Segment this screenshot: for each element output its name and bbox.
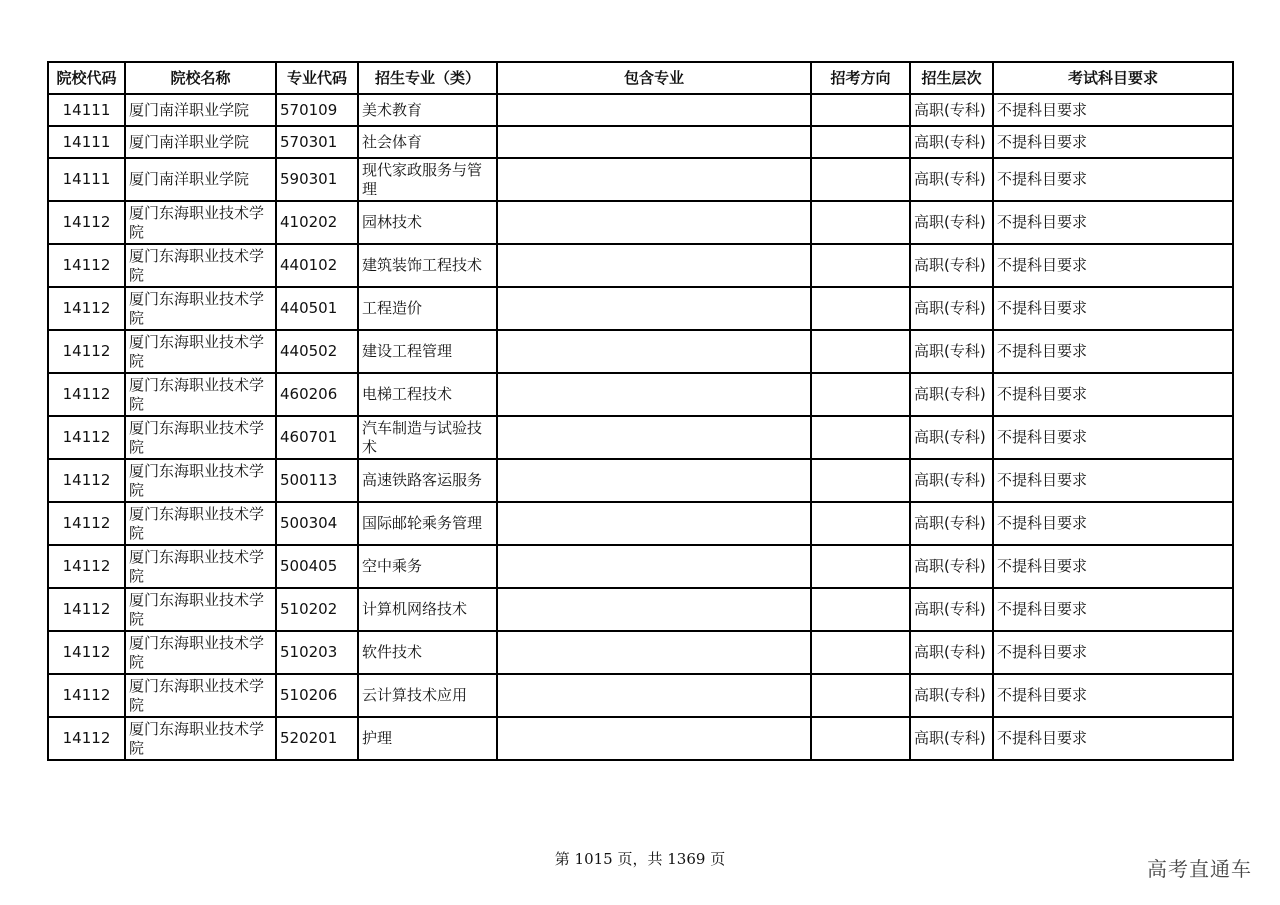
school-code-cell: 14112 xyxy=(48,373,125,416)
school-code-cell: 14111 xyxy=(48,158,125,201)
school-name-cell: 厦门东海职业技术学院 xyxy=(125,373,276,416)
major-code-cell: 500405 xyxy=(276,545,358,588)
table-row xyxy=(48,126,1233,158)
major-code-cell: 510206 xyxy=(276,674,358,717)
school-code-cell: 14112 xyxy=(48,717,125,760)
level-cell: 高职(专科) xyxy=(910,126,993,158)
included-majors-cell xyxy=(497,244,811,287)
table-row xyxy=(48,717,1233,760)
included-majors-cell xyxy=(497,330,811,373)
admissions-table xyxy=(47,61,1234,761)
direction-cell xyxy=(811,244,910,287)
included-majors-cell xyxy=(497,158,811,201)
major-code-cell: 520201 xyxy=(276,717,358,760)
school-name-cell: 厦门东海职业技术学院 xyxy=(125,287,276,330)
major-code-cell: 500304 xyxy=(276,502,358,545)
direction-cell xyxy=(811,717,910,760)
major-code-cell: 440102 xyxy=(276,244,358,287)
major-name-cell: 建设工程管理 xyxy=(358,330,497,373)
table-row xyxy=(48,545,1233,588)
school-code-cell: 14112 xyxy=(48,244,125,287)
level-cell: 高职(专科) xyxy=(910,330,993,373)
major-name-cell: 空中乘务 xyxy=(358,545,497,588)
subject-requirement-cell: 不提科目要求 xyxy=(993,287,1233,330)
header-row xyxy=(48,62,1233,94)
column-header: 院校名称 xyxy=(125,62,276,94)
major-name-cell: 汽车制造与试验技术 xyxy=(358,416,497,459)
included-majors-cell xyxy=(497,588,811,631)
included-majors-cell xyxy=(497,459,811,502)
major-name-cell: 软件技术 xyxy=(358,631,497,674)
included-majors-cell xyxy=(497,201,811,244)
major-name-cell: 社会体育 xyxy=(358,126,497,158)
subject-requirement-cell: 不提科目要求 xyxy=(993,244,1233,287)
major-code-cell: 510203 xyxy=(276,631,358,674)
school-code-cell: 14112 xyxy=(48,201,125,244)
table-row xyxy=(48,588,1233,631)
school-name-cell: 厦门东海职业技术学院 xyxy=(125,631,276,674)
school-name-cell: 厦门东海职业技术学院 xyxy=(125,588,276,631)
subject-requirement-cell: 不提科目要求 xyxy=(993,674,1233,717)
major-code-cell: 570109 xyxy=(276,94,358,126)
school-code-cell: 14112 xyxy=(48,674,125,717)
level-cell: 高职(专科) xyxy=(910,201,993,244)
school-name-cell: 厦门东海职业技术学院 xyxy=(125,545,276,588)
major-code-cell: 500113 xyxy=(276,459,358,502)
major-code-cell: 410202 xyxy=(276,201,358,244)
school-name-cell: 厦门东海职业技术学院 xyxy=(125,416,276,459)
school-code-cell: 14112 xyxy=(48,459,125,502)
subject-requirement-cell: 不提科目要求 xyxy=(993,373,1233,416)
subject-requirement-cell: 不提科目要求 xyxy=(993,94,1233,126)
direction-cell xyxy=(811,502,910,545)
major-code-cell: 570301 xyxy=(276,126,358,158)
school-name-cell: 厦门东海职业技术学院 xyxy=(125,717,276,760)
table-row xyxy=(48,201,1233,244)
subject-requirement-cell: 不提科目要求 xyxy=(993,126,1233,158)
major-code-cell: 440501 xyxy=(276,287,358,330)
level-cell: 高职(专科) xyxy=(910,588,993,631)
direction-cell xyxy=(811,631,910,674)
included-majors-cell xyxy=(497,416,811,459)
subject-requirement-cell: 不提科目要求 xyxy=(993,330,1233,373)
column-header: 包含专业 xyxy=(497,62,811,94)
table-row xyxy=(48,674,1233,717)
school-code-cell: 14112 xyxy=(48,502,125,545)
direction-cell xyxy=(811,674,910,717)
table-row xyxy=(48,373,1233,416)
school-name-cell: 厦门东海职业技术学院 xyxy=(125,244,276,287)
level-cell: 高职(专科) xyxy=(910,287,993,330)
table-row xyxy=(48,459,1233,502)
school-name-cell: 厦门东海职业技术学院 xyxy=(125,674,276,717)
subject-requirement-cell: 不提科目要求 xyxy=(993,416,1233,459)
school-name-cell: 厦门东海职业技术学院 xyxy=(125,459,276,502)
subject-requirement-cell: 不提科目要求 xyxy=(993,459,1233,502)
level-cell: 高职(专科) xyxy=(910,459,993,502)
level-cell: 高职(专科) xyxy=(910,94,993,126)
subject-requirement-cell: 不提科目要求 xyxy=(993,502,1233,545)
included-majors-cell xyxy=(497,94,811,126)
major-name-cell: 电梯工程技术 xyxy=(358,373,497,416)
table-row xyxy=(48,158,1233,201)
school-name-cell: 厦门南洋职业学院 xyxy=(125,94,276,126)
table-row xyxy=(48,287,1233,330)
major-name-cell: 园林技术 xyxy=(358,201,497,244)
school-code-cell: 14112 xyxy=(48,545,125,588)
table-row xyxy=(48,244,1233,287)
school-name-cell: 厦门南洋职业学院 xyxy=(125,126,276,158)
column-header: 招生专业（类） xyxy=(358,62,497,94)
major-name-cell: 美术教育 xyxy=(358,94,497,126)
table-row xyxy=(48,631,1233,674)
school-name-cell: 厦门东海职业技术学院 xyxy=(125,330,276,373)
column-header: 招生层次 xyxy=(910,62,993,94)
major-name-cell: 护理 xyxy=(358,717,497,760)
school-code-cell: 14112 xyxy=(48,287,125,330)
major-name-cell: 建筑装饰工程技术 xyxy=(358,244,497,287)
direction-cell xyxy=(811,373,910,416)
level-cell: 高职(专科) xyxy=(910,373,993,416)
major-code-cell: 460206 xyxy=(276,373,358,416)
major-name-cell: 现代家政服务与管理 xyxy=(358,158,497,201)
school-code-cell: 14111 xyxy=(48,126,125,158)
subject-requirement-cell: 不提科目要求 xyxy=(993,201,1233,244)
direction-cell xyxy=(811,94,910,126)
direction-cell xyxy=(811,201,910,244)
watermark-logo: 高考直通车 xyxy=(1147,857,1252,881)
school-code-cell: 14112 xyxy=(48,330,125,373)
included-majors-cell xyxy=(497,545,811,588)
level-cell: 高职(专科) xyxy=(910,244,993,287)
table-row xyxy=(48,502,1233,545)
subject-requirement-cell: 不提科目要求 xyxy=(993,158,1233,201)
table-row xyxy=(48,416,1233,459)
included-majors-cell xyxy=(497,373,811,416)
direction-cell xyxy=(811,416,910,459)
major-code-cell: 590301 xyxy=(276,158,358,201)
column-header: 招考方向 xyxy=(811,62,910,94)
page-number: 第 1015 页，共 1369 页 xyxy=(554,850,726,868)
level-cell: 高职(专科) xyxy=(910,502,993,545)
direction-cell xyxy=(811,158,910,201)
subject-requirement-cell: 不提科目要求 xyxy=(993,545,1233,588)
included-majors-cell xyxy=(497,717,811,760)
level-cell: 高职(专科) xyxy=(910,631,993,674)
direction-cell xyxy=(811,330,910,373)
school-code-cell: 14112 xyxy=(48,416,125,459)
table-row xyxy=(48,94,1233,126)
major-code-cell: 460701 xyxy=(276,416,358,459)
major-code-cell: 510202 xyxy=(276,588,358,631)
level-cell: 高职(专科) xyxy=(910,416,993,459)
direction-cell xyxy=(811,287,910,330)
direction-cell xyxy=(811,459,910,502)
subject-requirement-cell: 不提科目要求 xyxy=(993,588,1233,631)
direction-cell xyxy=(811,545,910,588)
column-header: 院校代码 xyxy=(48,62,125,94)
school-code-cell: 14112 xyxy=(48,631,125,674)
level-cell: 高职(专科) xyxy=(910,717,993,760)
table-row xyxy=(48,330,1233,373)
included-majors-cell xyxy=(497,631,811,674)
direction-cell xyxy=(811,588,910,631)
school-name-cell: 厦门东海职业技术学院 xyxy=(125,201,276,244)
column-header: 考试科目要求 xyxy=(993,62,1233,94)
direction-cell xyxy=(811,126,910,158)
level-cell: 高职(专科) xyxy=(910,545,993,588)
major-name-cell: 国际邮轮乘务管理 xyxy=(358,502,497,545)
column-header: 专业代码 xyxy=(276,62,358,94)
school-code-cell: 14111 xyxy=(48,94,125,126)
level-cell: 高职(专科) xyxy=(910,158,993,201)
included-majors-cell xyxy=(497,674,811,717)
subject-requirement-cell: 不提科目要求 xyxy=(993,717,1233,760)
school-code-cell: 14112 xyxy=(48,588,125,631)
major-name-cell: 工程造价 xyxy=(358,287,497,330)
major-name-cell: 计算机网络技术 xyxy=(358,588,497,631)
major-name-cell: 高速铁路客运服务 xyxy=(358,459,497,502)
major-code-cell: 440502 xyxy=(276,330,358,373)
school-name-cell: 厦门东海职业技术学院 xyxy=(125,502,276,545)
included-majors-cell xyxy=(497,502,811,545)
included-majors-cell xyxy=(497,126,811,158)
included-majors-cell xyxy=(497,287,811,330)
school-name-cell: 厦门南洋职业学院 xyxy=(125,158,276,201)
level-cell: 高职(专科) xyxy=(910,674,993,717)
subject-requirement-cell: 不提科目要求 xyxy=(993,631,1233,674)
major-name-cell: 云计算技术应用 xyxy=(358,674,497,717)
